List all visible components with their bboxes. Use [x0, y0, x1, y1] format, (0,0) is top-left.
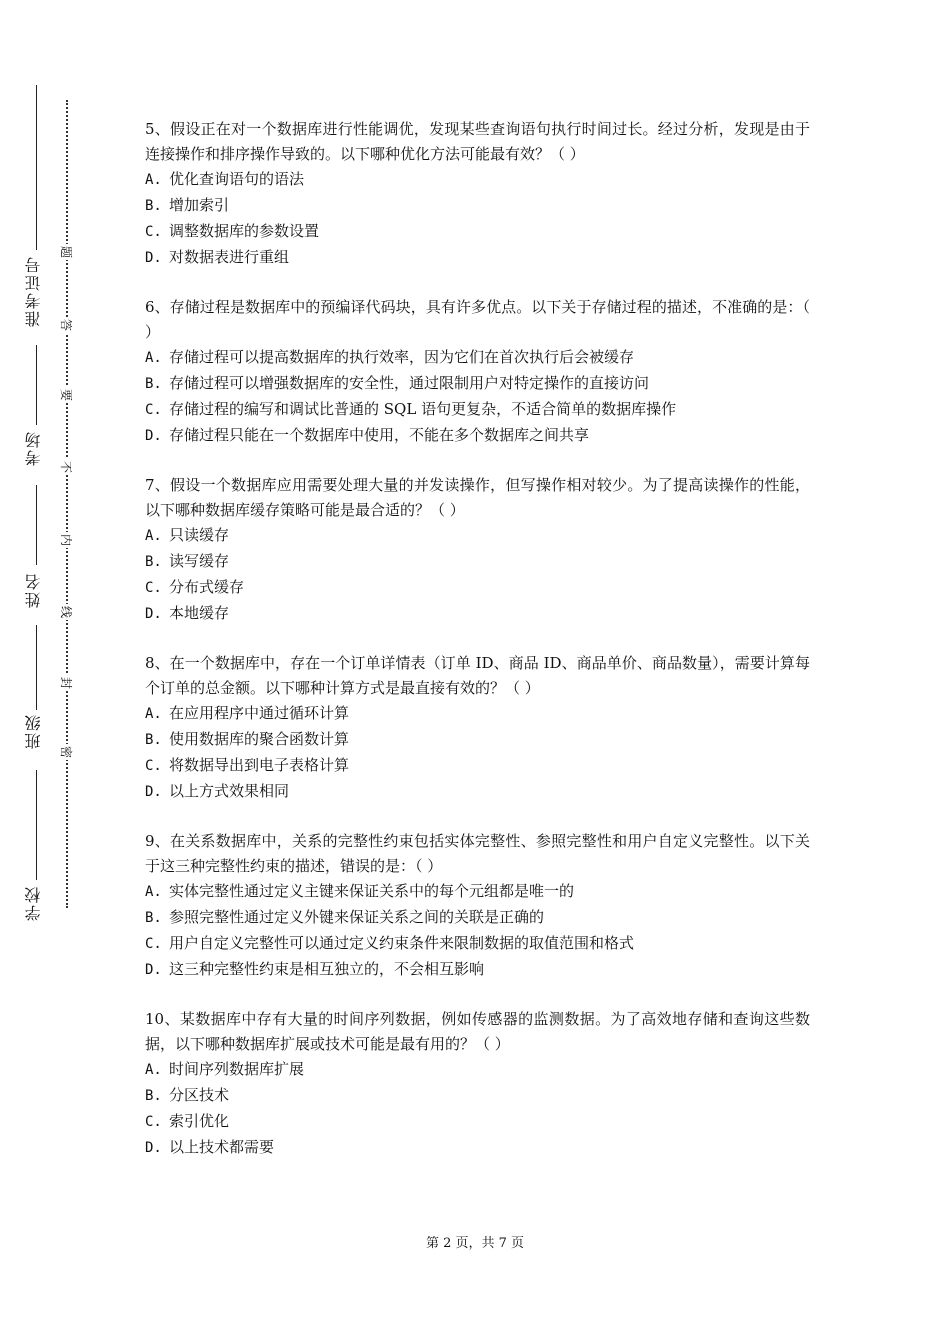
option-letter: A.	[145, 1062, 162, 1078]
option-c	[145, 219, 810, 245]
option-a	[145, 345, 810, 371]
question-7	[145, 473, 810, 627]
option-letter: C.	[145, 224, 162, 240]
option-a	[145, 523, 810, 549]
option-letter: C.	[145, 1114, 162, 1130]
option-a	[145, 167, 810, 193]
seal-char: 内	[59, 533, 73, 546]
question-10	[145, 1007, 810, 1161]
question-6	[145, 295, 810, 449]
option-text: 索引优化	[169, 1112, 230, 1130]
page-footer: 第 2 页，共 7 页	[425, 1236, 525, 1251]
question-text: 8、在一个数据库中，存在一个订单详情表（订单 ID、商品 ID、商品单价、商品数量），需要计算每个订单的总金额。以下哪种计算方式是最直接有效的？（ ）	[145, 654, 810, 697]
option-text: 优化查询语句的语法	[169, 170, 305, 188]
option-text: 以上技术都需要	[169, 1138, 275, 1156]
question-list	[145, 117, 810, 1185]
option-text: 在应用程序中通过循环计算	[169, 704, 350, 722]
option-text: 对数据表进行重组	[169, 248, 290, 266]
option-b	[145, 1083, 810, 1109]
seal-char: 答	[59, 318, 73, 331]
question-text: 6、存储过程是数据库中的预编译代码块，具有许多优点。以下关于存储过程的描述，不准确的是：（ ）	[145, 298, 810, 341]
option-text: 只读缓存	[169, 526, 230, 544]
option-letter: D.	[145, 1140, 162, 1156]
option-letter: A.	[145, 350, 162, 366]
question-text: 9、在关系数据库中，关系的完整性约束包括实体完整性、参照完整性和用户自定义完整性。以下关于这三种完整性约束的描述，错误的是：（ ）	[145, 832, 810, 875]
margin-label-school: 学校	[24, 885, 43, 921]
option-text: 分区技术	[169, 1086, 230, 1104]
seal-char: 密	[59, 745, 73, 758]
margin-line	[36, 770, 37, 880]
option-c	[145, 575, 810, 601]
question-text: 5、假设正在对一个数据库进行性能调优，发现某些查询语句执行时间过长。经过分析，发现是由于连接操作和排序操作导致的。以下哪种优化方法可能最有效？（ ）	[145, 120, 810, 163]
margin-label-exam-room: 考场	[24, 430, 43, 466]
option-letter: D.	[145, 428, 162, 444]
option-letter: D.	[145, 784, 162, 800]
option-text: 使用数据库的聚合函数计算	[169, 730, 350, 748]
seal-char: 要	[59, 388, 73, 401]
option-letter: C.	[145, 402, 162, 418]
option-text: 本地缓存	[169, 604, 230, 622]
option-text: 这三种完整性约束是相互独立的，不会相互影响	[169, 960, 485, 978]
question-text: 10、某数据库中存有大量的时间序列数据，例如传感器的监测数据。为了高效地存储和查询这些数据，以下哪种数据库扩展或技术可能是最有用的？（ ）	[145, 1010, 810, 1053]
option-letter: B.	[145, 732, 162, 748]
question-9	[145, 829, 810, 983]
option-letter: A.	[145, 528, 162, 544]
option-c	[145, 397, 810, 423]
seal-char: 线	[59, 605, 73, 618]
option-text: 将数据导出到电子表格计算	[169, 756, 350, 774]
option-a	[145, 1057, 810, 1083]
option-d	[145, 957, 810, 983]
option-a	[145, 879, 810, 905]
option-letter: B.	[145, 910, 162, 926]
option-letter: A.	[145, 172, 162, 188]
option-text: 分布式缓存	[169, 578, 245, 596]
option-text: 实体完整性通过定义主键来保证关系中的每个元组都是唯一的	[169, 882, 575, 900]
option-text: 调整数据库的参数设置	[169, 222, 320, 240]
option-b	[145, 193, 810, 219]
option-a	[145, 701, 810, 727]
seal-char: 封	[59, 676, 73, 689]
seal-char: 题	[59, 245, 73, 258]
question-8	[145, 651, 810, 805]
option-d	[145, 601, 810, 627]
option-text: 存储过程的编写和调试比普通的 SQL 语句更复杂，不适合简单的数据库操作	[169, 400, 677, 418]
option-b	[145, 371, 810, 397]
option-text: 用户自定义完整性可以通过定义约束条件来限制数据的取值范围和格式	[169, 934, 635, 952]
option-b	[145, 905, 810, 931]
option-letter: C.	[145, 580, 162, 596]
margin-line	[36, 625, 37, 710]
margin-line	[36, 485, 37, 565]
option-letter: B.	[145, 376, 162, 392]
option-letter: B.	[145, 1088, 162, 1104]
option-b	[145, 727, 810, 753]
margin-label-exam-number: 准考证号	[24, 255, 43, 327]
option-d	[145, 1135, 810, 1161]
option-b	[145, 549, 810, 575]
option-text: 存储过程可以增强数据库的安全性，通过限制用户对特定操作的直接访问	[169, 374, 650, 392]
option-text: 参照完整性通过定义外键来保证关系之间的关联是正确的	[169, 908, 545, 926]
margin-line	[36, 85, 37, 250]
margin-label-name: 姓名	[24, 572, 43, 608]
option-d	[145, 779, 810, 805]
option-text: 增加索引	[169, 196, 230, 214]
option-letter: B.	[145, 198, 162, 214]
option-letter: C.	[145, 936, 162, 952]
option-d	[145, 423, 810, 449]
seal-char: 不	[59, 460, 73, 473]
option-letter: D.	[145, 250, 162, 266]
option-text: 存储过程可以提高数据库的执行效率，因为它们在首次执行后会被缓存	[169, 348, 635, 366]
question-5	[145, 117, 810, 271]
option-letter: A.	[145, 706, 162, 722]
margin-line	[36, 345, 37, 425]
option-text: 时间序列数据库扩展	[169, 1060, 305, 1078]
option-c	[145, 1109, 810, 1135]
option-text: 读写缓存	[169, 552, 230, 570]
binding-margin	[0, 0, 120, 1344]
option-letter: B.	[145, 554, 162, 570]
option-letter: C.	[145, 758, 162, 774]
question-text: 7、假设一个数据库应用需要处理大量的并发读操作，但写操作相对较少。为了提高读操作的性能，以下哪种数据库缓存策略可能是最合适的？（ ）	[145, 476, 810, 519]
option-text: 存储过程只能在一个数据库中使用，不能在多个数据库之间共享	[169, 426, 590, 444]
option-c	[145, 753, 810, 779]
margin-label-class: 班级	[24, 713, 43, 749]
dotted-seal-line	[66, 100, 68, 908]
option-text: 以上方式效果相同	[169, 782, 290, 800]
option-letter: D.	[145, 606, 162, 622]
option-letter: D.	[145, 962, 162, 978]
option-letter: A.	[145, 884, 162, 900]
option-c	[145, 931, 810, 957]
option-d	[145, 245, 810, 271]
